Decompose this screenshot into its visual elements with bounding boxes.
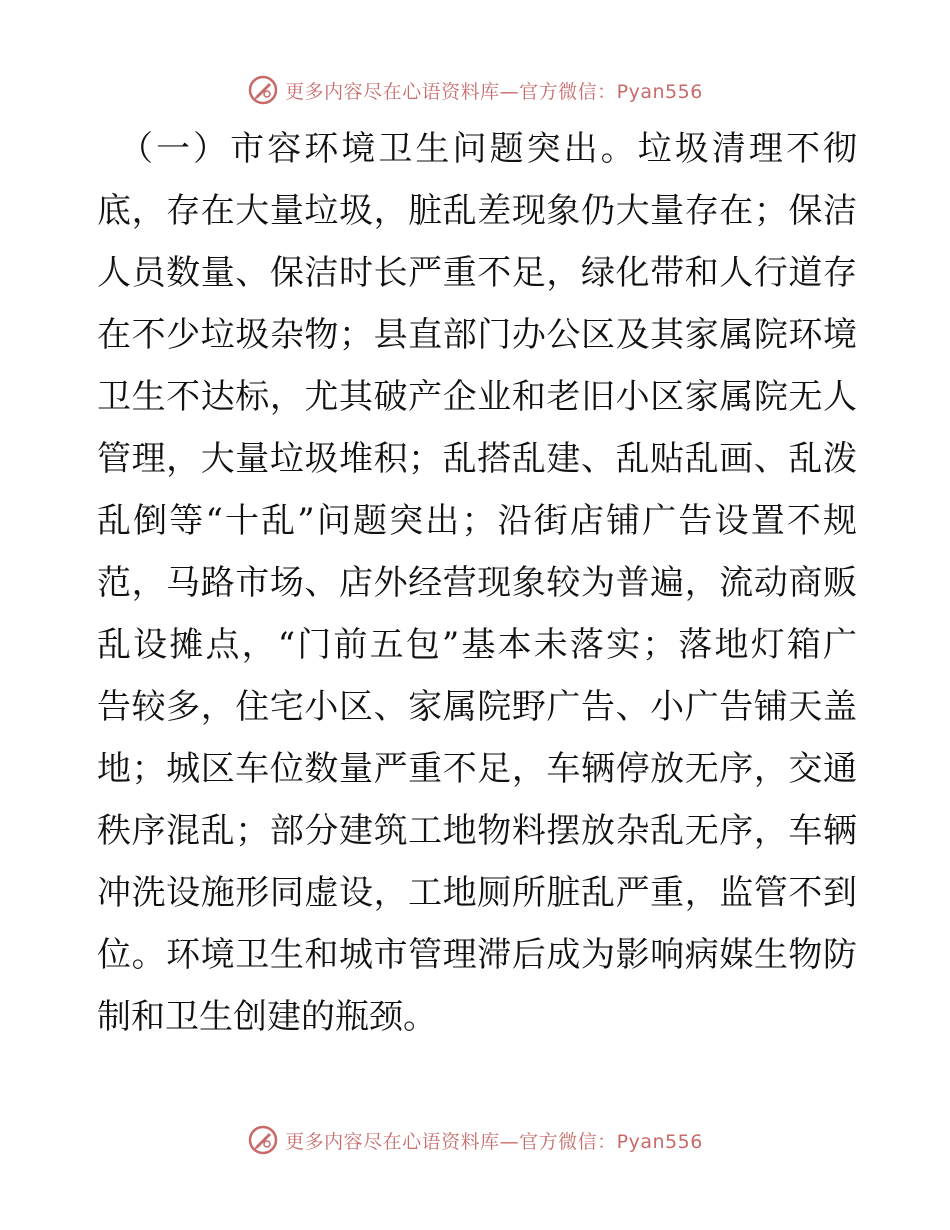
paragraph-line-last: 制和卫生创建的瓶颈。 bbox=[97, 997, 437, 1037]
paragraph-line: 卫生不达标，尤其破产企业和老旧小区家属院无人 bbox=[97, 377, 857, 417]
paragraph-line: （一）市容环境卫生问题突出。垃圾清理不彻 bbox=[119, 129, 857, 169]
paragraph-line: 秩序混乱；部分建筑工地物料摆放杂乱无序，车辆 bbox=[97, 811, 857, 851]
watermark-logo-icon bbox=[247, 74, 279, 106]
paragraph-line: 在不少垃圾杂物；县直部门办公区及其家属院环境 bbox=[97, 315, 857, 355]
paragraph-line: 冲洗设施形同虚设，工地厕所脏乱严重，监管不到 bbox=[97, 873, 857, 913]
paragraph-line: 人员数量、保洁时长严重不足，绿化带和人行道存 bbox=[97, 253, 857, 293]
paragraph-line: 告较多，住宅小区、家属院野广告、小广告铺天盖 bbox=[97, 687, 857, 727]
paragraph-line: 范，马路市场、店外经营现象较为普遍，流动商贩 bbox=[97, 563, 857, 603]
watermark-text: 更多内容尽在心语资料库—官方微信：Pyan556 bbox=[285, 80, 703, 103]
document-body bbox=[97, 118, 857, 1048]
paragraph-line: 底，存在大量垃圾，脏乱差现象仍大量存在；保洁 bbox=[97, 191, 857, 231]
watermark-text: 更多内容尽在心语资料库—官方微信：Pyan556 bbox=[285, 1130, 703, 1153]
paragraph-line: 地；城区车位数量严重不足，车辆停放无序，交通 bbox=[97, 749, 857, 789]
watermark-logo-icon bbox=[247, 1124, 279, 1156]
paragraph-line: 乱倒等“十乱”问题突出；沿街店铺广告设置不规 bbox=[97, 501, 857, 541]
watermark-footer bbox=[0, 1120, 950, 1160]
paragraph-line: 位。环境卫生和城市管理滞后成为影响病媒生物防 bbox=[97, 935, 857, 975]
paragraph-line: 乱设摊点，“门前五包”基本未落实；落地灯箱广 bbox=[97, 625, 857, 665]
paragraph-line: 管理，大量垃圾堆积；乱搭乱建、乱贴乱画、乱泼 bbox=[97, 439, 857, 479]
watermark-header bbox=[0, 70, 950, 110]
